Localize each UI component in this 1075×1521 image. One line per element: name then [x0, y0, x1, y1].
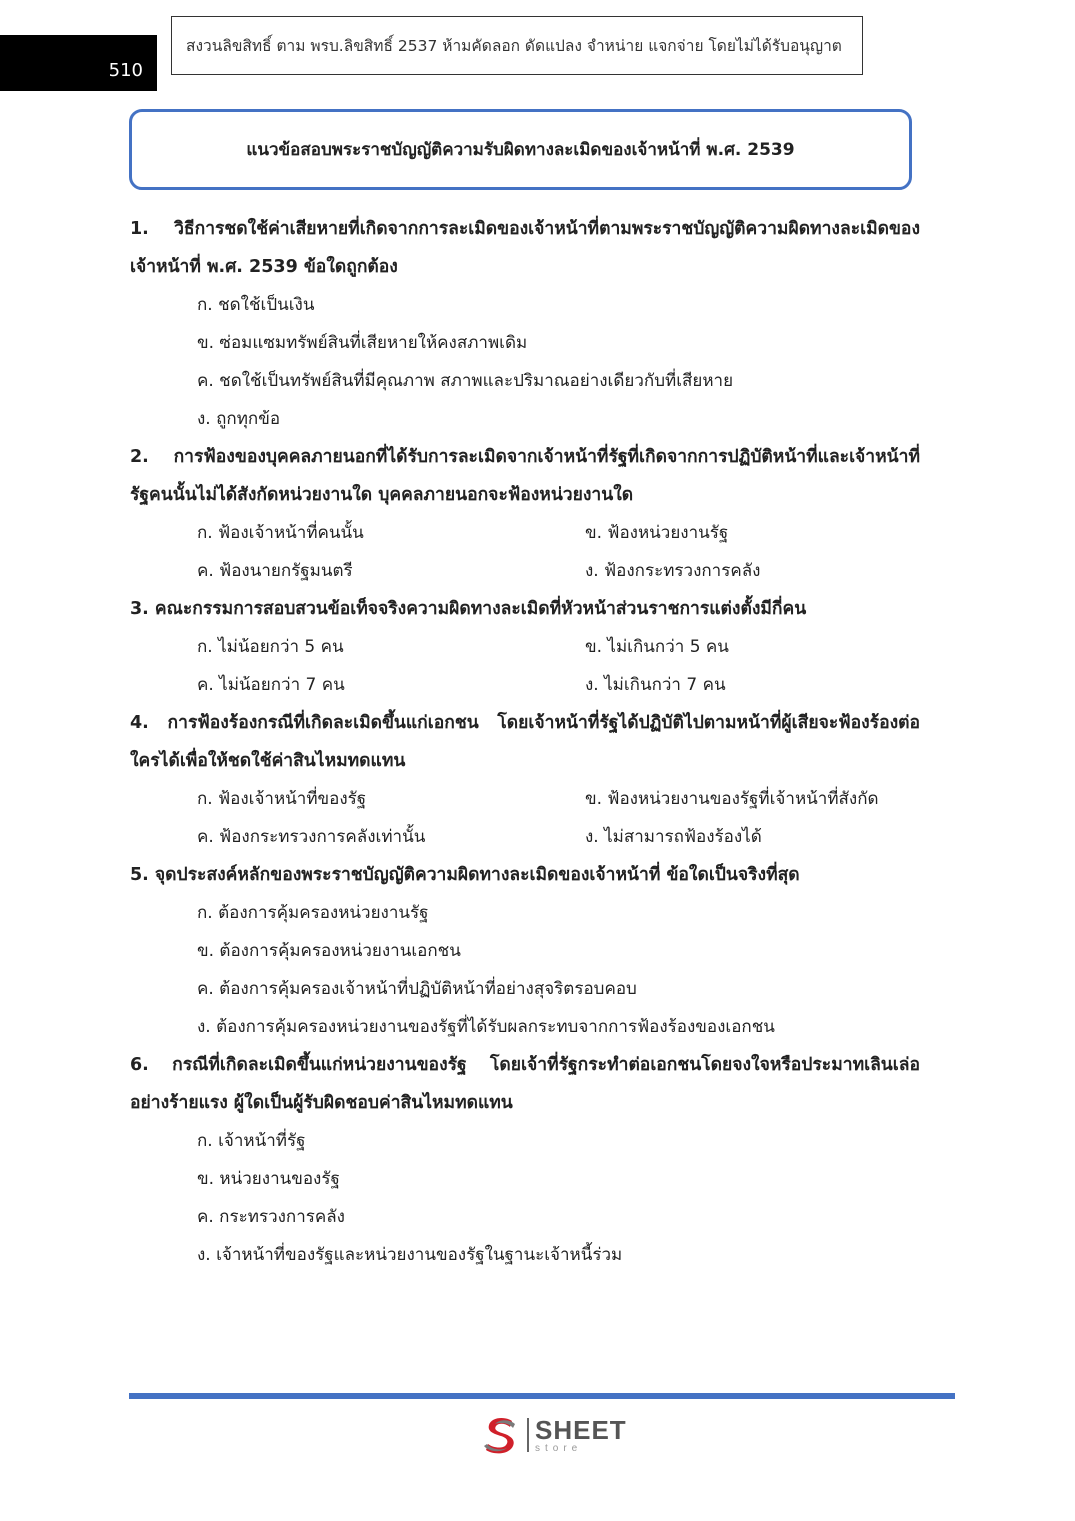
question-text: 2. การฟ้องของบุคคลภายนอกที่ได้รับการละเมิดจากเจ้าหน้าที่รัฐที่เกิดจากการปฏิบัติหน้าที่และเจ้าหน้าที่รัฐคนนั้นไม่ได้สังกัดหน่วยงานใด บุคคลภายนอกจะฟ้องหน่วยงานใด — [130, 447, 920, 505]
option-d: ง. ต้องการคุ้มครองหน่วยงานของรัฐที่ได้รับผลกระทบจากการฟ้องร้องของเอกชน — [197, 1017, 775, 1037]
question-4 — [130, 704, 920, 856]
question-1 — [130, 210, 920, 438]
option-list — [130, 780, 920, 856]
option-a: ก. ชดใช้เป็นเงิน — [197, 295, 315, 315]
question-5 — [130, 856, 920, 1046]
option-c: ค. ฟ้องนายกรัฐมนตรี — [197, 561, 353, 581]
option-c: ค. กระทรวงการคลัง — [197, 1207, 345, 1227]
question-6 — [130, 1046, 920, 1274]
option-b: ข. ฟ้องหน่วยงานของรัฐที่เจ้าหน้าที่สังกัด — [585, 789, 879, 809]
option-d: ง. ฟ้องกระทรวงการคลัง — [585, 561, 761, 581]
copyright-notice: สงวนลิขสิทธิ์ ตาม พรบ.ลิขสิทธิ์ 2537 ห้ามคัดลอก ดัดแปลง จำหน่าย แจกจ่าย โดยไม่ได้รับอนุญาต — [171, 16, 863, 75]
option-b: ข. ต้องการคุ้มครองหน่วยงานเอกชน — [197, 941, 461, 961]
option-a: ก. ฟ้องเจ้าหน้าที่คนนั้น — [197, 523, 364, 543]
option-a: ก. ต้องการคุ้มครองหน่วยงานรัฐ — [197, 903, 429, 923]
option-a: ก. ฟ้องเจ้าหน้าที่ของรัฐ — [197, 789, 367, 809]
question-list — [130, 210, 920, 1274]
page-title: แนวข้อสอบพระราชบัญญัติความรับผิดทางละเมิดของเจ้าหน้าที่ พ.ศ. 2539 — [129, 109, 912, 190]
question-2 — [130, 438, 920, 590]
option-c: ค. ชดใช้เป็นทรัพย์สินที่มีคุณภาพ สภาพและปริมาณอย่างเดียวกับที่เสียหาย — [197, 371, 734, 391]
option-c: ค. ต้องการคุ้มครองเจ้าหน้าที่ปฏิบัติหน้าที่อย่างสุจริตรอบคอบ — [197, 979, 637, 999]
option-b: ข. หน่วยงานของรัฐ — [197, 1169, 340, 1189]
option-d: ง. ไม่สามารถฟ้องร้องได้ — [585, 827, 762, 847]
option-a: ก. เจ้าหน้าที่รัฐ — [197, 1131, 306, 1151]
option-d: ง. เจ้าหน้าที่ของรัฐและหน่วยงานของรัฐในฐานะเจ้าหนี้ร่วม — [197, 1245, 623, 1265]
logo-subtitle: store — [535, 1442, 583, 1454]
footer-divider — [129, 1393, 955, 1399]
question-3 — [130, 590, 920, 704]
option-list — [130, 286, 920, 438]
logo-text — [535, 1414, 627, 1454]
sheet-store-logo — [479, 1413, 627, 1457]
option-a: ก. ไม่น้อยกว่า 5 คน — [197, 637, 344, 657]
option-list — [130, 1122, 920, 1274]
option-c: ค. ไม่น้อยกว่า 7 คน — [197, 675, 345, 695]
question-text: 6. กรณีที่เกิดละเมิดขึ้นแก่หน่วยงานของรัฐ โดยเจ้าที่รัฐกระทำต่อเอกชนโดยจงใจหรือประมาทเลินเล่ออย่างร้ายแรง ผู้ใดเป็นผู้รับผิดชอบค่าสินไหมทดแทน — [130, 1055, 920, 1113]
option-b: ข. ซ่อมแซมทรัพย์สินที่เสียหายให้คงสภาพเดิม — [197, 333, 528, 353]
option-list — [130, 514, 920, 590]
logo-word: SHEET — [535, 1414, 627, 1445]
option-c: ค. ฟ้องกระทรวงการคลังเท่านั้น — [197, 827, 426, 847]
question-text: 5. จุดประสงค์หลักของพระราชบัญญัติความผิดทางละเมิดของเจ้าหน้าที่ ข้อใดเป็นจริงที่สุด — [130, 865, 800, 885]
question-text: 1. วิธีการชดใช้ค่าเสียหายที่เกิดจากการละเมิดของเจ้าหน้าที่ตามพระราชบัญญัติความผิดทางละเมิดของเจ้าหน้าที่ พ.ศ. 2539 ข้อใดถูกต้อง — [130, 219, 920, 277]
logo-separator — [527, 1418, 529, 1452]
question-text: 4. การฟ้องร้องกรณีที่เกิดละเมิดขึ้นแก่เอกชน โดยเจ้าหน้าที่รัฐได้ปฏิบัติไปตามหน้าที่ผู้เสียจะฟ้องร้องต่อใครได้เพื่อให้ชดใช้ค่าสินไหมทดแทน — [130, 713, 920, 771]
question-text: 3. คณะกรรมการสอบสวนข้อเท็จจริงความผิดทางละเมิดที่หัวหน้าส่วนราชการแต่งตั้งมีกี่คน — [130, 599, 807, 619]
option-d: ง. ไม่เกินกว่า 7 คน — [585, 675, 726, 695]
option-d: ง. ถูกทุกข้อ — [197, 409, 281, 429]
option-list — [130, 628, 920, 704]
option-b: ข. ไม่เกินกว่า 5 คน — [585, 637, 729, 657]
sheet-store-s-logo-icon — [479, 1413, 523, 1457]
option-b: ข. ฟ้องหน่วยงานรัฐ — [585, 523, 729, 543]
option-list — [130, 894, 920, 1046]
page-number: 510 — [0, 35, 157, 91]
